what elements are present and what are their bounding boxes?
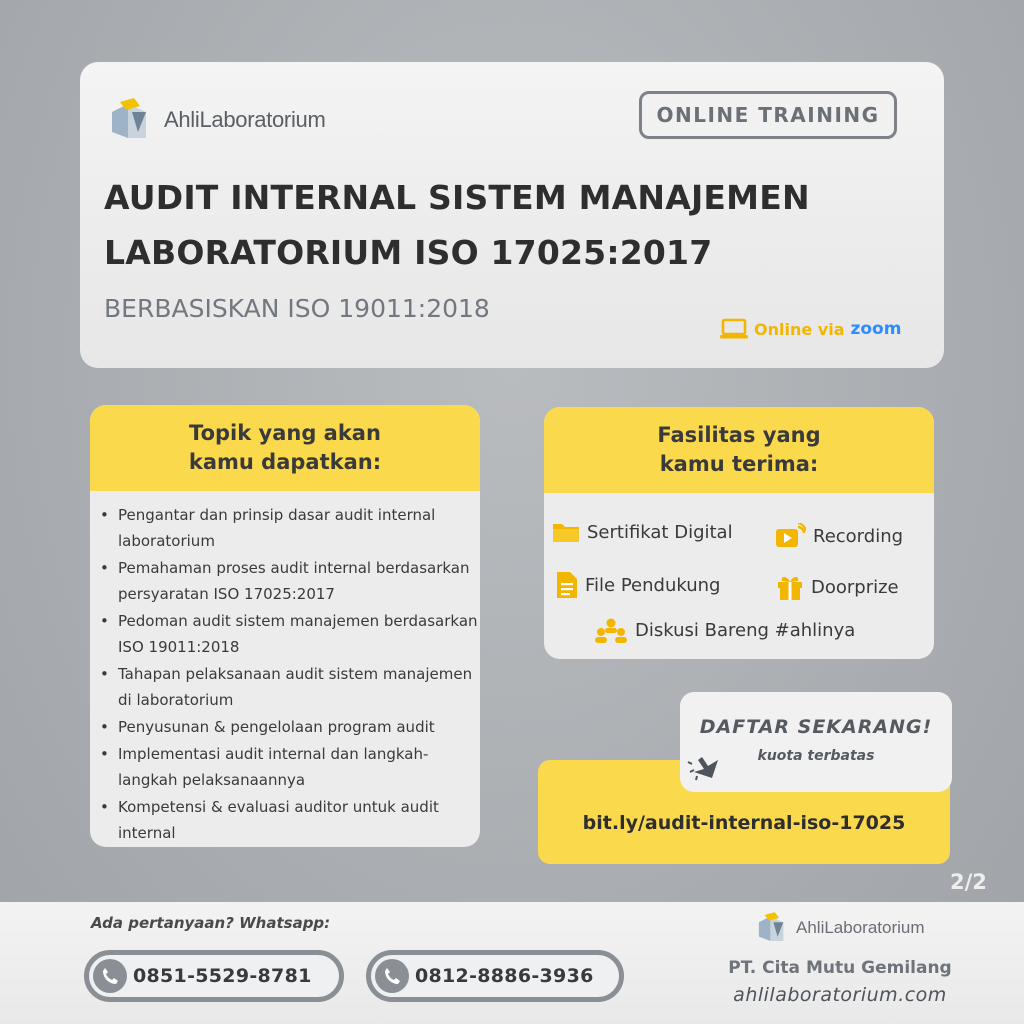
facility-doorprize: Doorprize <box>776 573 899 601</box>
facilities-heading-line-2: kamu terima: <box>659 452 819 476</box>
list-item: • Penyusunan & pengelolaan program audit <box>100 718 435 736</box>
cube-logo-icon <box>108 98 158 142</box>
phone-number-1: 0851-5529-8781 <box>133 965 312 987</box>
facilities-heading <box>544 407 934 493</box>
cursor-click-icon <box>684 744 724 784</box>
list-item: • Kompetensi & evaluasi auditor untuk audit internal <box>100 798 439 842</box>
topics-list <box>100 502 478 847</box>
topics-heading-line-1: Topik yang akan <box>189 421 381 445</box>
list-item: • Pedoman audit sistem manajemen berdasarkan ISO 19011:2018 <box>100 612 478 656</box>
page-title <box>104 170 924 280</box>
zoom-logo-text: zoom <box>850 319 902 339</box>
phone-icon <box>375 959 409 993</box>
limited-quota-text: kuota terbatas <box>757 748 875 764</box>
phone-number-2: 0812-8886-3936 <box>415 965 594 987</box>
website-link[interactable]: ahlilaboratorium.com <box>733 984 947 1006</box>
phone-button-2[interactable] <box>366 950 624 1002</box>
page-indicator: 2/2 <box>950 870 987 894</box>
topics-heading <box>90 405 480 491</box>
document-icon <box>556 571 578 599</box>
whatsapp-label: Ada pertanyaan? Whatsapp: <box>91 914 331 932</box>
online-training-badge: ONLINE TRAINING <box>639 91 897 139</box>
folder-icon <box>552 521 580 543</box>
phone-button-1[interactable] <box>84 950 344 1002</box>
footer <box>0 902 1024 1024</box>
list-item: • Implementasi audit internal dan langkah-langkah pelaksanaannya <box>100 745 429 789</box>
registration-link[interactable]: bit.ly/audit-internal-iso-17025 <box>582 812 906 834</box>
logo-text: AhliLaboratorium <box>164 107 326 132</box>
facility-discussion: Diskusi Bareng #ahlinya <box>594 617 855 643</box>
online-via-zoom <box>720 318 901 340</box>
register-now-box <box>680 692 952 792</box>
topics-card <box>90 405 480 847</box>
page-subtitle: BERBASISKAN ISO 19011:2018 <box>104 294 490 323</box>
group-discussion-icon <box>594 617 628 643</box>
cube-logo-icon <box>756 912 792 944</box>
facility-certificate: Sertifikat Digital <box>552 521 733 543</box>
facilities-card <box>544 407 934 659</box>
brand-logo <box>108 98 326 142</box>
title-line-2: LABORATORIUM ISO 17025:2017 <box>104 233 713 272</box>
laptop-icon <box>720 318 748 340</box>
list-item: • Pengantar dan prinsip dasar audit internal laboratorium <box>100 506 436 550</box>
video-camera-icon <box>774 523 806 549</box>
register-now-title: DAFTAR SEKARANG! <box>699 716 933 738</box>
title-line-1: AUDIT INTERNAL SISTEM MANAJEMEN <box>104 178 810 217</box>
phone-icon <box>93 959 127 993</box>
company-name: PT. Cita Mutu Gemilang <box>728 958 952 978</box>
header-card <box>80 62 944 368</box>
gift-icon <box>776 573 804 601</box>
footer-logo-text: AhliLaboratorium <box>796 918 925 937</box>
list-item: • Pemahaman proses audit internal berdasarkan persyaratan ISO 17025:2017 <box>100 559 470 603</box>
topics-heading-line-2: kamu dapatkan: <box>188 450 382 474</box>
facilities-heading-line-1: Fasilitas yang <box>657 423 821 447</box>
facility-files: File Pendukung <box>556 571 720 599</box>
list-item: • Tahapan pelaksanaan audit sistem manajemen di laboratorium <box>100 665 473 709</box>
footer-brand-logo <box>756 912 925 944</box>
online-via-text: Online via <box>754 319 845 339</box>
facility-recording: Recording <box>774 523 903 549</box>
